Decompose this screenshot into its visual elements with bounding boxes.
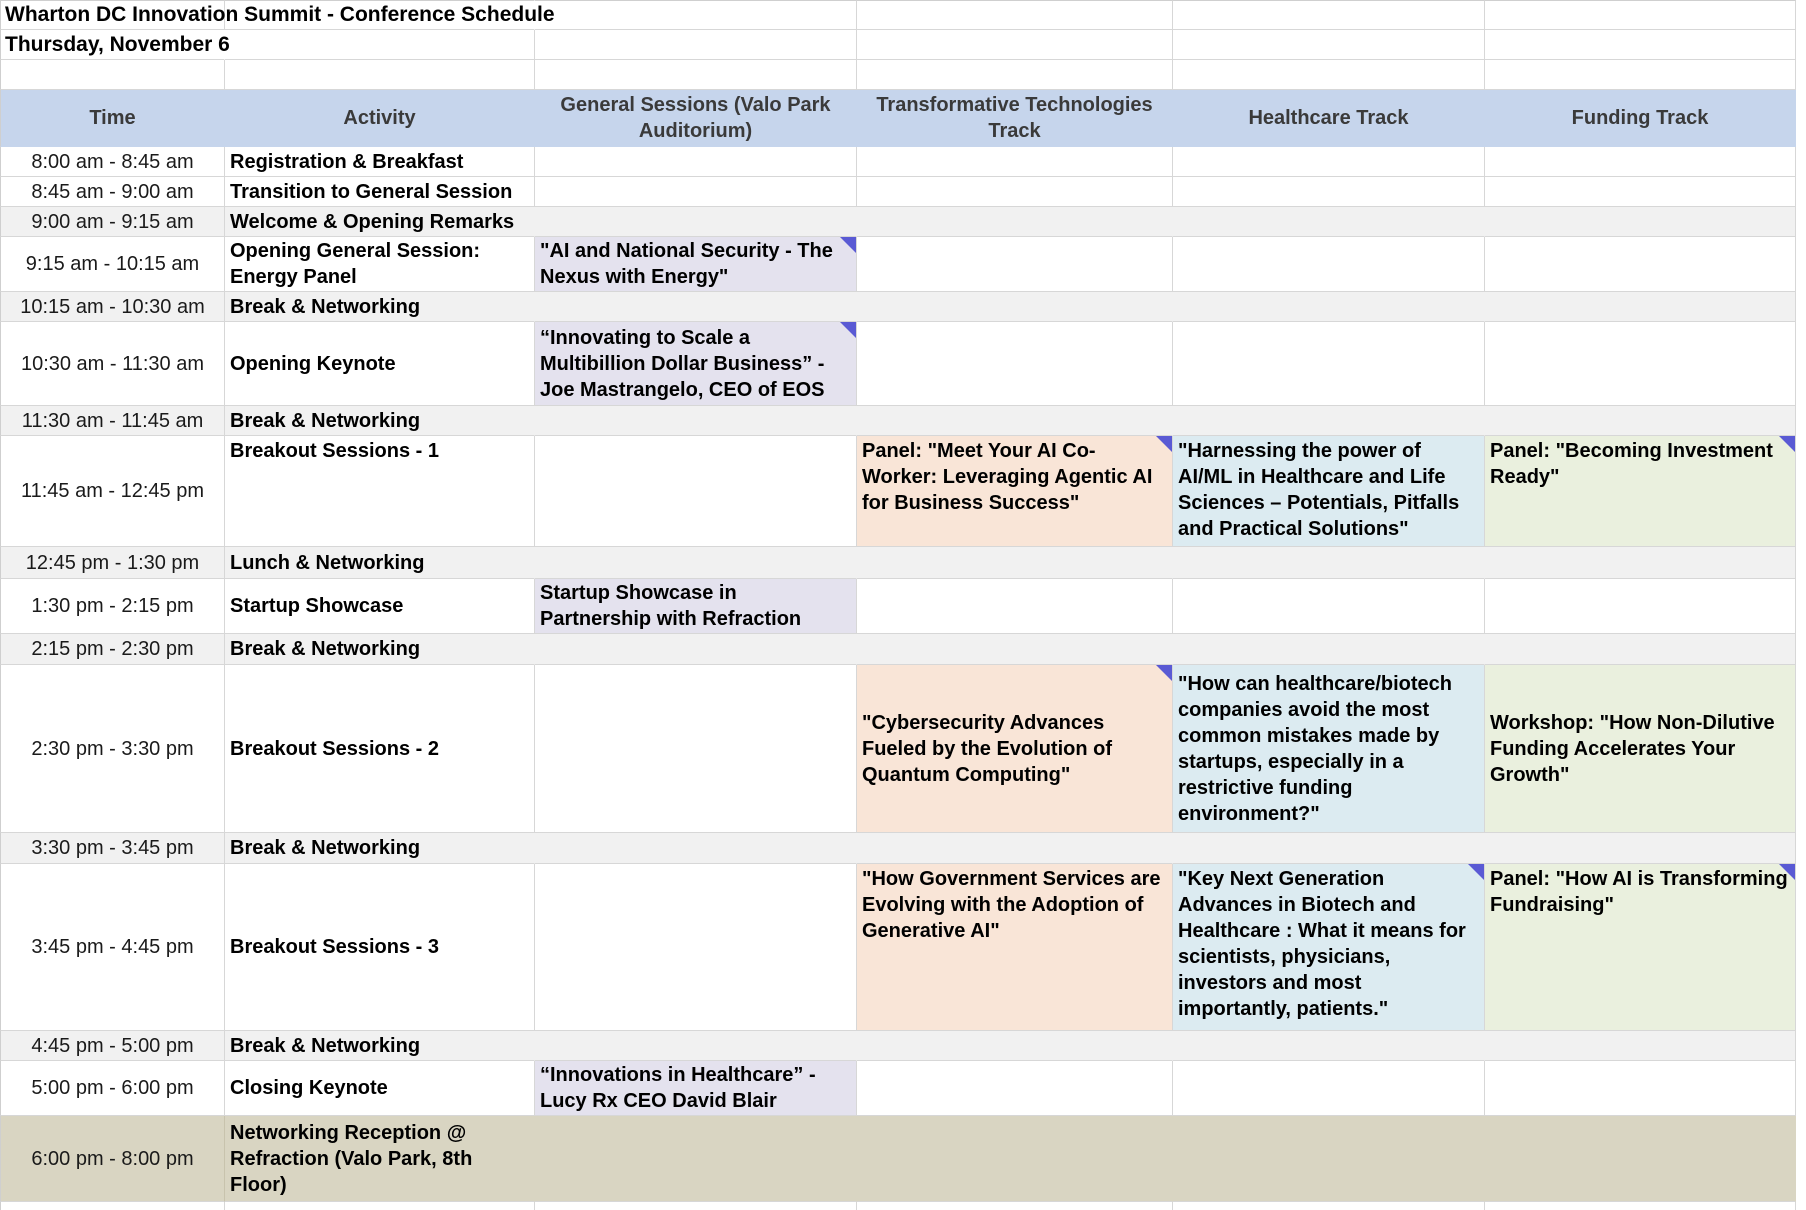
health-cell[interactable] [1173,207,1485,237]
tech-cell[interactable] [857,1116,1173,1202]
cell-d2[interactable] [857,30,1173,60]
tech-cell[interactable] [857,579,1173,634]
time-cell[interactable]: 10:30 am - 11:30 am [0,322,225,406]
session-title: "How can healthcare/biotech companies avoid the most common mistakes made by startups, especially in a restrictive funding environment?" [1178,672,1452,825]
tech-session-cell[interactable] [857,436,1173,547]
comment-marker-icon[interactable] [840,322,856,338]
table-row [0,292,1796,322]
funding-session-cell[interactable] [1485,665,1796,833]
cell-b2[interactable] [225,30,535,60]
general-cell[interactable] [535,406,857,436]
empty-cell[interactable] [857,1202,1173,1210]
empty-cell[interactable] [1173,1202,1485,1210]
funding-cell[interactable] [1485,406,1796,436]
tech-cell[interactable] [857,634,1173,665]
header-funding-track[interactable]: Funding Track [1485,90,1796,147]
session-title: “Innovations in Healthcare” - Lucy Rx CEO David Blair [540,1064,816,1112]
table-row [0,322,1796,406]
general-cell[interactable] [535,147,857,177]
tech-cell[interactable] [857,406,1173,436]
activity-cell[interactable]: Breakout Sessions - 3 [225,864,535,1031]
table-row [0,147,1796,177]
tech-cell[interactable] [857,147,1173,177]
time-cell[interactable]: 3:30 pm - 3:45 pm [0,833,225,864]
empty-cell[interactable] [225,1202,535,1210]
funding-cell[interactable] [1485,1116,1796,1202]
funding-cell[interactable] [1485,634,1796,665]
health-session-cell[interactable] [1173,665,1485,833]
general-cell[interactable] [535,1031,857,1061]
cell-f2[interactable] [1485,30,1796,60]
time-cell[interactable]: 11:30 am - 11:45 am [0,406,225,436]
time-cell[interactable]: 9:00 am - 9:15 am [0,207,225,237]
header-general-sessions[interactable]: General Sessions (Valo Park Auditorium) [535,90,857,147]
time-cell[interactable]: 8:00 am - 8:45 am [0,147,225,177]
cell-d1[interactable] [857,0,1173,30]
activity-cell[interactable]: Break & Networking [225,634,535,665]
schedule-date: Thursday, November 6 [5,33,230,56]
activity-cell[interactable]: Break & Networking [225,406,535,436]
health-cell[interactable] [1173,177,1485,207]
activity-cell[interactable]: Welcome & Opening Remarks [225,207,535,237]
comment-marker-icon[interactable] [1156,436,1172,452]
table-row [0,1031,1796,1061]
cell-e1[interactable] [1173,0,1485,30]
general-cell[interactable] [535,864,857,1031]
cell-f1[interactable] [1485,0,1796,30]
activity-cell[interactable]: Opening General Session: Energy Panel [225,237,535,292]
cell-a3[interactable] [0,60,225,90]
health-cell[interactable] [1173,237,1485,292]
time-cell[interactable]: 12:45 pm - 1:30 pm [0,547,225,579]
funding-cell[interactable] [1485,237,1796,292]
table-row [0,579,1796,634]
session-title: Workshop: "How Non-Dilutive Funding Accelerates Your Growth" [1490,711,1775,786]
session-title: "Key Next Generation Advances in Biotech and Healthcare : What it means for scientists, physicians, investors and most importantly, patients." [1178,868,1466,1020]
activity-cell[interactable]: Networking Reception @ Refraction (Valo Park, 8th Floor) [225,1116,535,1202]
funding-cell[interactable] [1485,547,1796,579]
schedule-title: Wharton DC Innovation Summit - Conference Schedule [5,3,555,26]
funding-cell[interactable] [1485,579,1796,634]
session-title: "Harnessing the power of AI/ML in Healthcare and Life Sciences – Potentials, Pitfalls and Practical Solutions" [1178,440,1460,540]
health-cell[interactable] [1173,1061,1485,1116]
cell-b3[interactable] [225,60,535,90]
session-title: “Innovating to Scale a Multibillion Dollar Business” - Joe Mastrangelo, CEO of EOS [540,326,825,401]
header-row [0,90,1796,147]
funding-session-cell[interactable] [1485,864,1796,1031]
empty-cell[interactable] [1485,1202,1796,1210]
health-session-cell[interactable] [1173,864,1485,1031]
health-cell[interactable] [1173,833,1485,864]
activity-cell[interactable]: Lunch & Networking [225,547,535,579]
funding-cell[interactable] [1485,1061,1796,1116]
table-row [0,177,1796,207]
general-cell[interactable] [535,436,857,547]
date-row [0,30,1796,60]
header-tech-track[interactable]: Transformative Technologies Track [857,90,1173,147]
time-cell[interactable]: 8:45 am - 9:00 am [0,177,225,207]
general-cell[interactable] [535,547,857,579]
time-cell[interactable]: 11:45 am - 12:45 pm [0,436,225,547]
activity-cell[interactable]: Transition to General Session [225,177,535,207]
empty-cell[interactable] [535,1202,857,1210]
session-title: Panel: "Meet Your AI Co-Worker: Leveraging Agentic AI for Business Success" [862,440,1153,514]
tech-cell[interactable] [857,207,1173,237]
time-cell[interactable]: 2:30 pm - 3:30 pm [0,665,225,833]
activity-cell[interactable]: Breakout Sessions - 2 [225,665,535,833]
funding-cell[interactable] [1485,207,1796,237]
funding-cell[interactable] [1485,147,1796,177]
health-cell[interactable] [1173,547,1485,579]
header-time[interactable]: Time [0,90,225,147]
activity-cell[interactable]: Break & Networking [225,292,535,322]
tech-cell[interactable] [857,547,1173,579]
general-cell[interactable] [535,177,857,207]
funding-session-cell[interactable] [1485,436,1796,547]
activity-cell[interactable]: Startup Showcase [225,579,535,634]
time-cell[interactable]: 4:45 pm - 5:00 pm [0,1031,225,1061]
activity-cell[interactable]: Registration & Breakfast [225,147,535,177]
title-row [0,0,1796,30]
session-title: Panel: "How AI is Transforming Fundraising" [1490,868,1788,916]
general-cell[interactable] [535,665,857,833]
time-cell[interactable]: 2:15 pm - 2:30 pm [0,634,225,665]
cell-e2[interactable] [1173,30,1485,60]
tech-session-cell[interactable] [857,864,1173,1031]
tech-session-cell[interactable] [857,665,1173,833]
cell-e3[interactable] [1173,60,1485,90]
table-row [0,406,1796,436]
health-cell[interactable] [1173,579,1485,634]
table-row [0,1061,1796,1116]
funding-cell[interactable] [1485,833,1796,864]
comment-marker-icon[interactable] [1779,864,1795,880]
cell-f3[interactable] [1485,60,1796,90]
session-title: Panel: "Becoming Investment Ready" [1490,440,1773,488]
session-title: "How Government Services are Evolving with the Adoption of Generative AI" [862,868,1161,942]
funding-cell[interactable] [1485,292,1796,322]
cell-c3[interactable] [535,60,857,90]
table-row [0,207,1796,237]
empty-row [0,60,1796,90]
table-row [0,547,1796,579]
health-cell[interactable] [1173,322,1485,406]
general-session-cell[interactable] [535,579,857,634]
session-title: "AI and National Security - The Nexus with Energy" [540,240,833,288]
tech-cell[interactable] [857,292,1173,322]
comment-marker-icon[interactable] [1156,665,1172,681]
tech-cell[interactable] [857,177,1173,207]
comment-marker-icon[interactable] [1779,436,1795,452]
time-cell[interactable]: 1:30 pm - 2:15 pm [0,579,225,634]
header-healthcare-track[interactable]: Healthcare Track [1173,90,1485,147]
activity-cell[interactable]: Breakout Sessions - 1 [225,436,535,547]
time-cell[interactable]: 3:45 pm - 4:45 pm [0,864,225,1031]
time-cell[interactable]: 5:00 pm - 6:00 pm [0,1061,225,1116]
tech-cell[interactable] [857,833,1173,864]
tech-cell[interactable] [857,1061,1173,1116]
table-row [0,1116,1796,1202]
cell-c2[interactable] [535,30,857,60]
time-cell[interactable]: 10:15 am - 10:30 am [0,292,225,322]
funding-cell[interactable] [1485,322,1796,406]
general-cell[interactable] [535,634,857,665]
general-cell[interactable] [535,292,857,322]
health-cell[interactable] [1173,292,1485,322]
funding-cell[interactable] [1485,177,1796,207]
comment-marker-icon[interactable] [840,237,856,253]
tech-cell[interactable] [857,322,1173,406]
general-session-cell[interactable] [535,1061,857,1116]
cell-c1[interactable] [535,0,857,30]
sheet-edge [1796,0,1806,1210]
comment-marker-icon[interactable] [1468,864,1484,880]
general-session-cell[interactable] [535,322,857,406]
activity-cell[interactable]: Opening Keynote [225,322,535,406]
general-cell[interactable] [535,207,857,237]
table-row [0,1202,1796,1210]
tech-cell[interactable] [857,237,1173,292]
health-cell[interactable] [1173,147,1485,177]
activity-cell[interactable]: Break & Networking [225,1031,535,1061]
health-cell[interactable] [1173,1031,1485,1061]
tech-cell[interactable] [857,1031,1173,1061]
general-cell[interactable] [535,1116,857,1202]
header-activity[interactable]: Activity [225,90,535,147]
activity-cell[interactable]: Closing Keynote [225,1061,535,1116]
health-cell[interactable] [1173,406,1485,436]
table-row [0,864,1796,1031]
health-cell[interactable] [1173,634,1485,665]
health-session-cell[interactable] [1173,436,1485,547]
table-row [0,833,1796,864]
table-row [0,237,1796,292]
session-title: "Cybersecurity Advances Fueled by the Evolution of Quantum Computing" [862,711,1112,786]
cell-d3[interactable] [857,60,1173,90]
session-title: Startup Showcase in Partnership with Refraction [540,582,802,630]
table-row [0,436,1796,547]
funding-cell[interactable] [1485,1031,1796,1061]
table-row [0,665,1796,833]
empty-cell[interactable] [0,1202,225,1210]
table-row [0,634,1796,665]
health-cell[interactable] [1173,1116,1485,1202]
general-session-cell[interactable] [535,237,857,292]
general-cell[interactable] [535,833,857,864]
time-cell[interactable]: 9:15 am - 10:15 am [0,237,225,292]
time-cell[interactable]: 6:00 pm - 8:00 pm [0,1116,225,1202]
activity-cell[interactable]: Break & Networking [225,833,535,864]
